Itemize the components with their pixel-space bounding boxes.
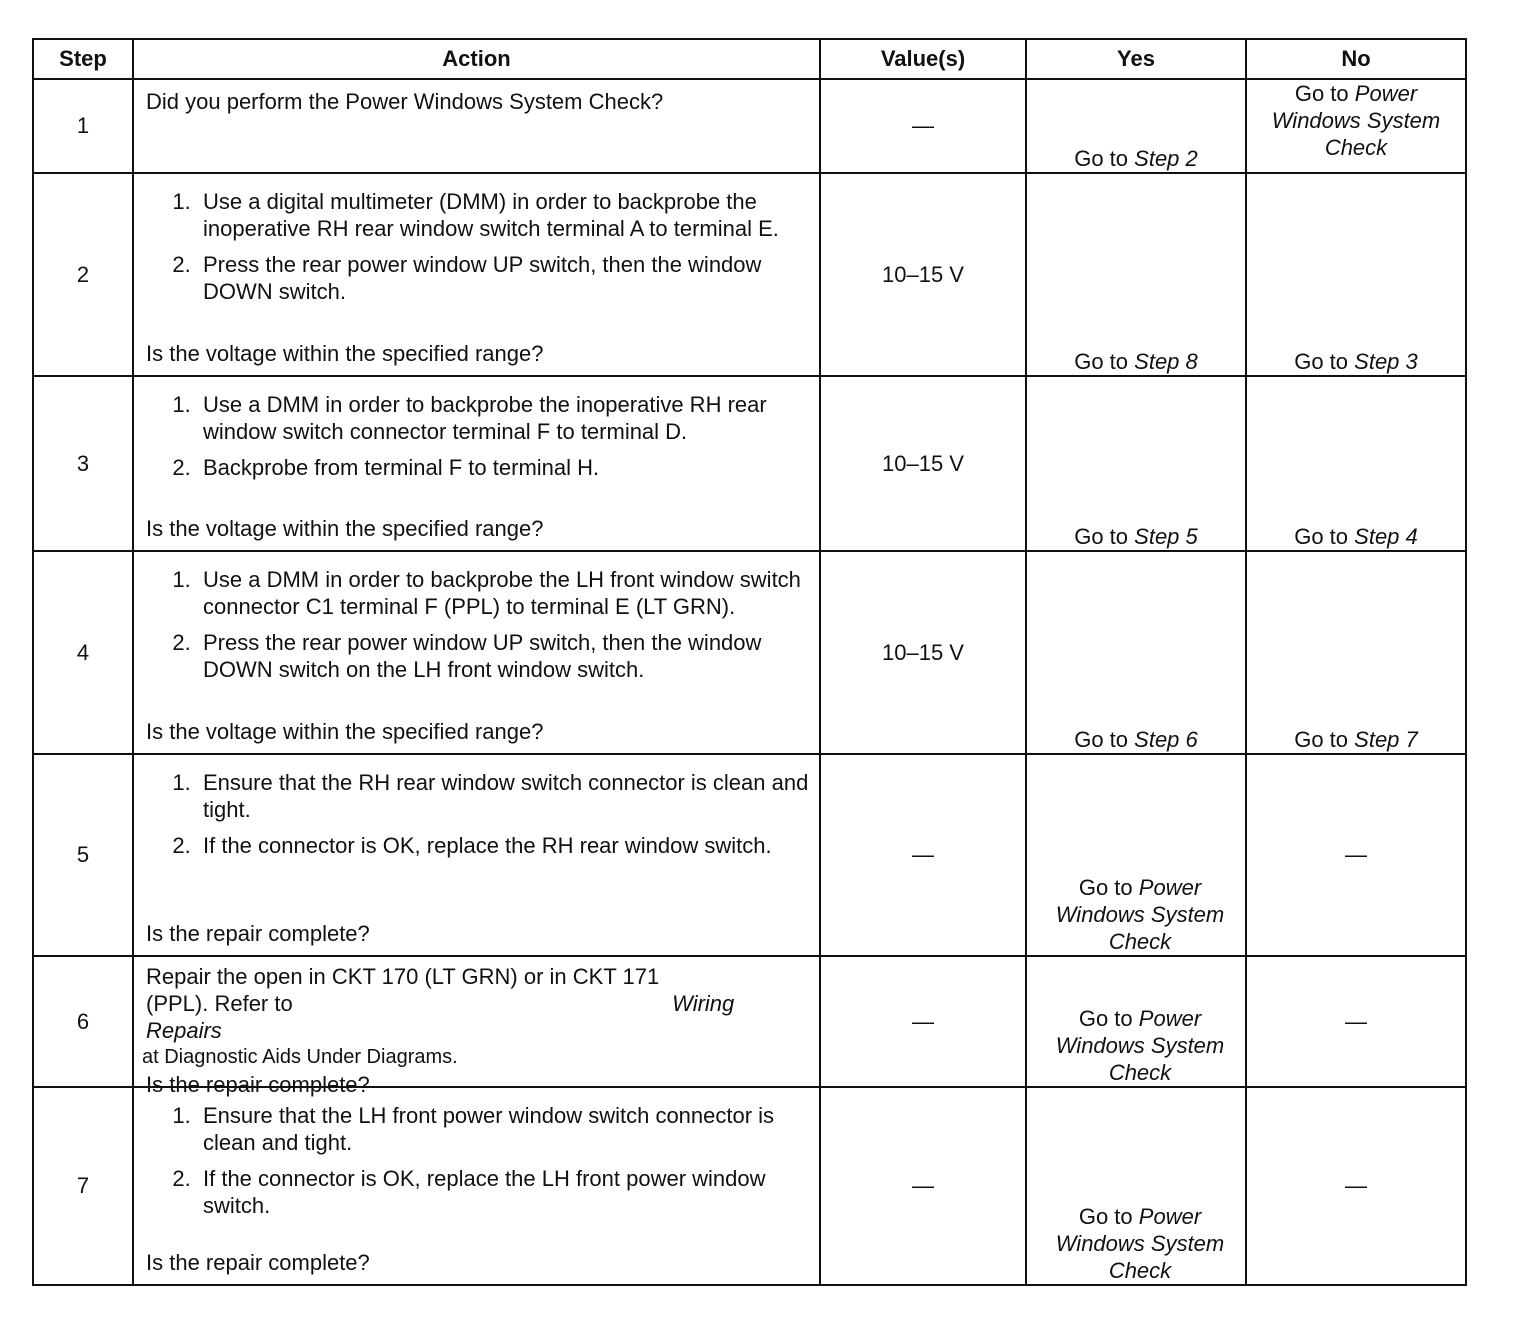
action-cell [133,956,820,1097]
action-step-item: 2. Press the rear power window UP switch, then the window DOWN switch. [203,251,809,305]
yes-cell[interactable] [1026,173,1246,376]
wiring-repairs-ref[interactable]: Wiring Repairs [146,991,735,1043]
diagnostic-table [32,38,1467,1286]
action-question: Is the voltage within the specified range? [146,516,544,541]
action-question: Is the voltage within the specified range? [146,719,544,744]
header-step: Step [33,39,133,79]
repair-location: at Diagnostic Aids Under Diagrams. [142,1046,458,1068]
value-cell: — [820,956,1026,1087]
value-cell: 10–15 V [820,376,1026,551]
go-to-prefix: Go to [1074,146,1129,171]
table-row-step-1 [33,79,1466,173]
go-to-prefix: Go to [1078,1204,1133,1229]
no-cell[interactable] [1246,551,1466,754]
action-cell [133,1087,820,1285]
action-step-item: 1. Use a DMM in order to backprobe the inoperative RH rear window switch connector terminal F to terminal D. [203,391,809,445]
header-yes: Yes [1026,39,1246,79]
go-to-target: Power Windows System Check [1055,875,1225,954]
header-action: Action [133,39,820,79]
action-step-item: 1. Ensure that the LH front power window switch connector is clean and tight. [203,1102,809,1156]
value-cell: 10–15 V [820,173,1026,376]
go-to-target: Step 6 [1134,727,1198,752]
yes-cell[interactable] [1026,376,1246,551]
no-cell[interactable] [1246,173,1466,376]
go-to-target: Step 8 [1134,349,1198,374]
step-number: 4 [33,551,133,754]
action-step-item: 1. Use a digital multimeter (DMM) in order to backprobe the inoperative RH rear window switch terminal A to terminal E. [203,188,809,242]
action-question: Did you perform the Power Windows System Check? [146,89,664,114]
no-cell: — [1246,754,1466,956]
go-to-prefix: Go to [1074,727,1129,752]
go-to-target: Step 4 [1354,524,1418,549]
action-steps [146,769,809,868]
no-cell: — [1246,1087,1466,1285]
value-cell: — [820,1087,1026,1285]
action-steps [146,391,809,490]
action-step-item: 1. Use a DMM in order to backprobe the LH front window switch connector C1 terminal F (PPL) to terminal E (LT GRN). [203,566,809,620]
go-to-target: Step 3 [1354,349,1418,374]
yes-cell[interactable] [1026,956,1246,1087]
repair-text: Repair the open in CKT 170 (LT GRN) or in CKT 171 (PPL). Refer to [146,964,660,1016]
go-to-target: Step 7 [1354,727,1418,752]
table-row-step-3 [33,376,1466,551]
action-step-item: 1. Ensure that the RH rear window switch connector is clean and tight. [203,769,809,823]
table-row-step-7 [33,1087,1466,1285]
go-to-prefix: Go to [1294,81,1349,106]
go-to-prefix: Go to [1294,524,1349,549]
go-to-target: Step 5 [1134,524,1198,549]
action-steps [146,566,809,692]
value-cell: — [820,754,1026,956]
table-row-step-2 [33,173,1466,376]
go-to-target: Step 2 [1134,146,1198,171]
table-row-step-6 [33,956,1466,1087]
step-number: 5 [33,754,133,956]
go-to-target: Power Windows System Check [1055,1006,1225,1085]
action-step-item: 2. If the connector is OK, replace the RH rear window switch. [203,832,809,859]
repair-instruction [142,963,809,1071]
yes-cell[interactable] [1026,551,1246,754]
go-to-prefix: Go to [1294,727,1349,752]
value-cell: — [820,79,1026,173]
go-to-prefix: Go to [1078,1006,1133,1031]
action-question: Is the repair complete? [146,1250,370,1275]
header-no: No [1246,39,1466,79]
action-question: Is the repair complete? [146,921,370,946]
no-cell[interactable] [1246,79,1466,173]
action-cell [133,754,820,956]
yes-cell[interactable] [1026,1087,1246,1285]
action-steps [146,188,809,314]
step-number: 6 [33,956,133,1087]
no-cell: — [1246,956,1466,1087]
go-to-prefix: Go to [1078,875,1133,900]
no-cell[interactable] [1246,376,1466,551]
action-cell [133,551,820,754]
action-cell [133,376,820,551]
action-cell [133,79,820,173]
action-cell [133,173,820,376]
step-number: 2 [33,173,133,376]
yes-cell[interactable] [1026,79,1246,173]
table-row-step-5 [33,754,1466,956]
header-row [33,39,1466,79]
go-to-prefix: Go to [1074,524,1129,549]
action-step-item: 2. Press the rear power window UP switch, then the window DOWN switch on the LH front window switch. [203,629,809,683]
action-step-item: 2. Backprobe from terminal F to terminal H. [203,454,809,481]
action-step-item: 2. If the connector is OK, replace the LH front power window switch. [203,1165,809,1219]
value-cell: 10–15 V [820,551,1026,754]
action-question: Is the voltage within the specified range? [146,341,544,366]
yes-cell[interactable] [1026,754,1246,956]
step-number: 7 [33,1087,133,1285]
action-steps [146,1102,809,1228]
step-number: 3 [33,376,133,551]
action-question: Is the repair complete? [146,1072,370,1097]
go-to-prefix: Go to [1294,349,1349,374]
go-to-prefix: Go to [1074,349,1129,374]
header-values: Value(s) [820,39,1026,79]
go-to-target: Power Windows System Check [1055,1204,1225,1283]
table-row-step-4 [33,551,1466,754]
step-number: 1 [33,79,133,173]
go-to-target: Power Windows System Check [1271,81,1441,160]
